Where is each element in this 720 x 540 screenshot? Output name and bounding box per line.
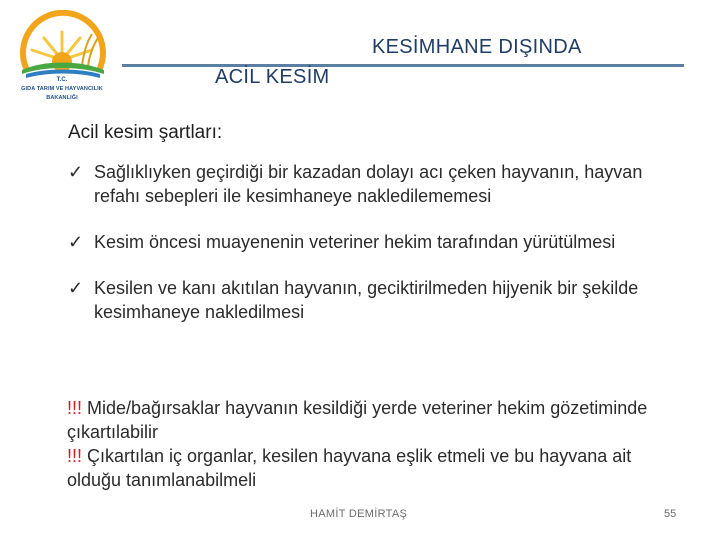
warning-marker: !!!	[67, 398, 83, 418]
list-item-text: Kesilen ve kanı akıtılan hayvanın, geciktirilmeden hijyenik bir şekilde kesimhaneye nakledilmesi	[94, 278, 639, 322]
note	[67, 444, 667, 492]
title-divider	[122, 64, 684, 67]
note-text: Çıkartılan iç organlar, kesilen hayvana eşlik etmeli ve bu hayvana ait olduğu tanımlanabilmeli	[67, 446, 632, 490]
footer-author: HAMİT DEMİRTAŞ	[310, 508, 408, 520]
notes-block	[67, 396, 667, 492]
ministry-name-line2: BAKANLIĞI	[46, 95, 78, 101]
list-item	[68, 160, 668, 208]
checkmark-icon: ✓	[68, 232, 84, 252]
list-item-text: Sağlıklıyken geçirdiği bir kazadan dolayı acı çeken hayvanın, hayvan refahı sebepleri ile kesimhaneye nakledilememesi	[94, 162, 643, 206]
list-item-text: Kesim öncesi muayenenin veteriner hekim tarafından yürütülmesi	[94, 232, 616, 252]
list-item	[68, 230, 668, 254]
checkmark-icon: ✓	[68, 278, 84, 298]
condition-list	[68, 160, 668, 324]
ministry-tc: T.C.	[56, 77, 68, 83]
checkmark-icon: ✓	[68, 162, 84, 182]
slide-title-line1: KESİMHANE DIŞINDA	[372, 36, 582, 58]
slide-title-line2: ACİL KESİM	[215, 66, 330, 88]
warning-marker: !!!	[67, 446, 83, 466]
section-heading: Acil kesim şartları:	[68, 122, 223, 143]
page-number: 55	[664, 508, 677, 520]
note	[67, 396, 667, 444]
ministry-name	[4, 76, 120, 103]
ministry-logo-icon	[4, 10, 120, 80]
note-text: Mide/bağırsaklar hayvanın kesildiği yerde veteriner hekim gözetiminde çıkartılabilir	[67, 398, 648, 442]
ministry-name-line1: GIDA TARIM VE HAYVANCILIK	[21, 86, 103, 92]
list-item	[68, 276, 668, 324]
